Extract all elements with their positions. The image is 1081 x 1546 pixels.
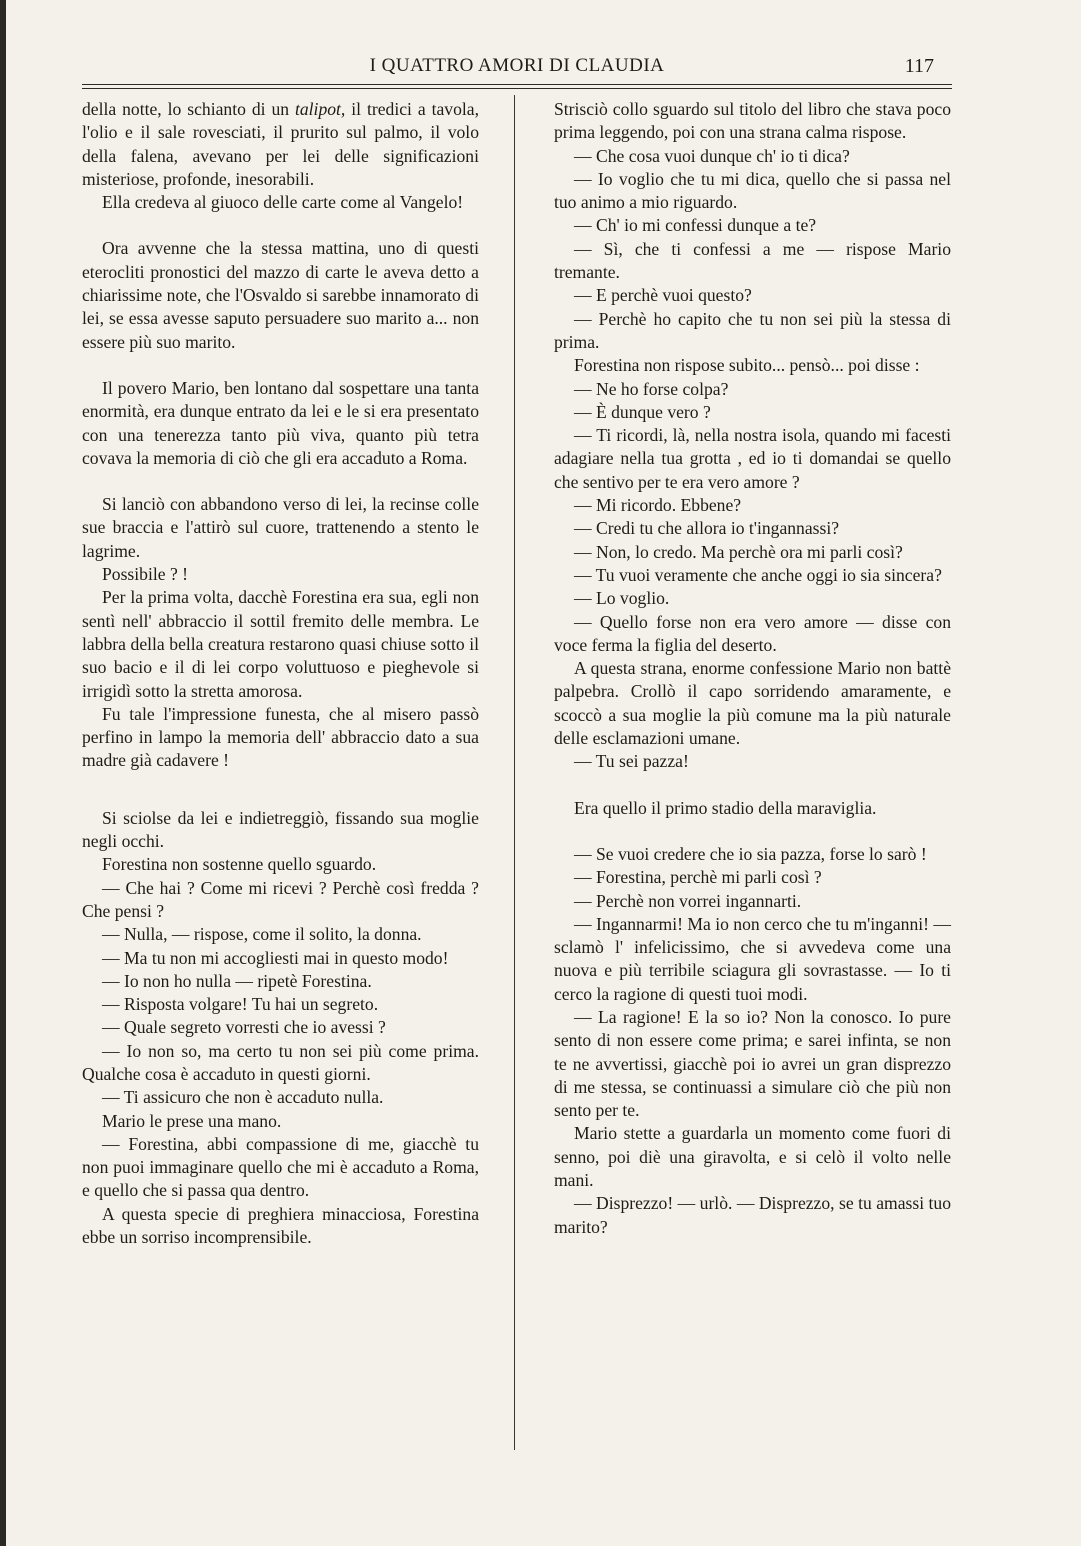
paragraph: Possibile ? ! [102,564,189,585]
text-span: il tredici a tavola, l'olio e il sale rovesciati, il prurito sul palmo, il volo della falena, avevano per lei delle significazioni misteriose, profonde, inesorabili. [82,99,479,189]
paragraph: — Perchè non vorrei ingannarti. [574,890,802,911]
left-column [82,98,479,1249]
paragraph: Ella credeva al giuoco delle carte come al Vangelo! [102,192,464,213]
paragraph: — Lo voglio. [574,588,670,609]
paragraph: — E perchè vuoi questo? [574,285,752,306]
paragraph: — Ne ho forse colpa? [574,378,729,399]
column-divider [514,95,515,1450]
page-number: 117 [904,55,934,77]
paragraph: A questa specie di preghiera minacciosa, Forestina ebbe un sorriso incomprensibile. [82,1203,479,1248]
paragraph: Era quello il primo stadio della maraviglia. [574,797,877,818]
paragraph: — Io non so, ma certo tu non sei più come prima. Qualche cosa è accaduto in questi giorni. [82,1040,479,1084]
paragraph [82,98,479,191]
paragraph: — Non, lo credo. Ma perchè ora mi parli così? [574,541,903,562]
paragraph: Per la prima volta, dacchè Forestina era sua, egli non sentì nell' abbraccio il sottil fremito delle membra. Le labbra della bella creatura restarono quasi chiuse sotto il suo bacio e il di lei corpo voluttuoso e pieghevole si irrigidì sotto la stretta amorosa. [82,587,479,701]
paragraph: — Ingannarmi! Ma io non cerco che tu m'inganni! — sclamò l' infelicissimo, che si avvedeva come una nuova e più terribile sciagura gli sovrastasse. — Io ti cerco la ragione di questi tuoi modi. [554,913,951,1004]
paragraph: A questa strana, enorme confessione Mario non battè palpebra. Crollò il capo sorridendo amaramente, e scoccò a sua moglie la più comune ma la più naturale delle esclamazioni umane. [554,658,951,749]
paragraph: — Ma tu non mi accogliesti mai in questo modo! [102,947,449,968]
paragraph: — Credi tu che allora io t'ingannassi? [574,518,840,539]
page-header [82,55,952,85]
paragraph: — Sì, che ti confessi a me — rispose Mario tremante. [554,238,951,283]
paragraph: — Forestina, perchè mi parli così ? [574,867,822,888]
paragraph: — La ragione! E la so io? Non la conosco. Io pure sento di non essere come prima; e sarei infinta, se non te ne avvertissi, giacchè poi io avrei un gran disprezzo di me stessa, se continuassi a simulare ciò che più non sento per te. [554,1006,951,1121]
running-title: I QUATTRO AMORI DI CLAUDIA [369,55,665,76]
paragraph: — Ti assicuro che non è accaduto nulla. [102,1087,384,1108]
paragraph: — Risposta volgare! Tu hai un segreto. [102,994,379,1015]
paragraph: — Se vuoi credere che io sia pazza, forse lo sarò ! [574,843,927,864]
header-rule-bottom [82,88,952,89]
text-span: della notte, lo schianto di un [82,99,295,119]
paragraph: — Perchè ho capito che tu non sei più la stessa di prima. [554,308,951,352]
paragraph: — Nulla, — rispose, come il solito, la donna. [102,924,422,945]
paragraph: Si lanciò con abbandono verso di lei, la recinse colle sue braccia e l'attirò sul cuore, trattenendo a stento le lagrime. [82,494,479,561]
paragraph: Mario stette a guardarla un momento come fuori di senno, poi diè una giravolta, e si celò il volto nelle mani. [554,1123,951,1191]
header-rule-top [82,84,952,85]
paragraph: Fu tale l'impressione funesta, che al misero passò perfino in lampo la memoria dell' abbraccio dato a sua madre già cadavere ! [82,703,479,771]
paragraph: — Quello forse non era vero amore — disse con voce ferma la figlia del deserto. [554,611,951,655]
paragraph: — Ti ricordi, là, nella nostra isola, quando mi facesti adagiare nella tua grotta , ed io ti domandai se quello che sentivo per te era vero amore ? [554,425,951,492]
paragraph: — Io non ho nulla — ripetè Forestina. [102,970,372,991]
paragraph: Si sciolse da lei e indietreggiò, fissando sua moglie negli occhi. [82,807,479,852]
paragraph: — È dunque vero ? [574,401,711,422]
paragraph: — Tu sei pazza! [574,751,689,772]
page-binding-edge [0,0,6,1546]
paragraph: — Quale segreto vorresti che io avessi ? [102,1017,386,1038]
paragraph: Ora avvenne che la stessa mattina, uno di questi eterocliti pronostici del mazzo di carte le aveva detto a chiarissime note, che l'Osvaldo si sarebbe innamorato di lei, se essa avesse saputo persuadere suo marito a... non essere più suo marito. [82,238,479,352]
paragraph: — Forestina, abbi compassione di me, giacchè tu non puoi immaginare quello che mi è accaduto a Roma, e quello che si passa qua dentro. [82,1133,479,1201]
paragraph: Il povero Mario, ben lontano dal sospettare una tanta enormità, era dunque entrato da lei e le si era presentato con una tenerezza tanto più viva, quanto più tetra covava la memoria di ciò che gli era accaduto a Roma. [82,377,479,468]
paragraph: — Io voglio che tu mi dica, quello che si passa nel tuo animo a mio riguardo. [554,168,951,213]
paragraph: — Che hai ? Come mi ricevi ? Perchè così fredda ? Che pensi ? [82,877,479,921]
paragraph: Forestina non sostenne quello sguardo. [102,854,377,875]
paragraph: — Mi ricordo. Ebbene? [574,495,742,516]
right-column [554,98,951,1239]
paragraph: — Ch' io mi confessi dunque a te? [574,215,817,236]
paragraph: Forestina non rispose subito... pensò... poi disse : [574,355,920,376]
paragraph: — Tu vuoi veramente che anche oggi io sia sincera? [574,564,942,585]
italic-word: talipot, [294,99,346,119]
paragraph: Mario le prese una mano. [102,1110,282,1131]
paragraph: Strisciò collo sguardo sul titolo del libro che stava poco prima leggendo, poi con una strana calma rispose. [554,99,951,143]
paragraph: — Che cosa vuoi dunque ch' io ti dica? [574,145,850,166]
paragraph: — Disprezzo! — urlò. — Disprezzo, se tu amassi tuo marito? [554,1193,951,1237]
